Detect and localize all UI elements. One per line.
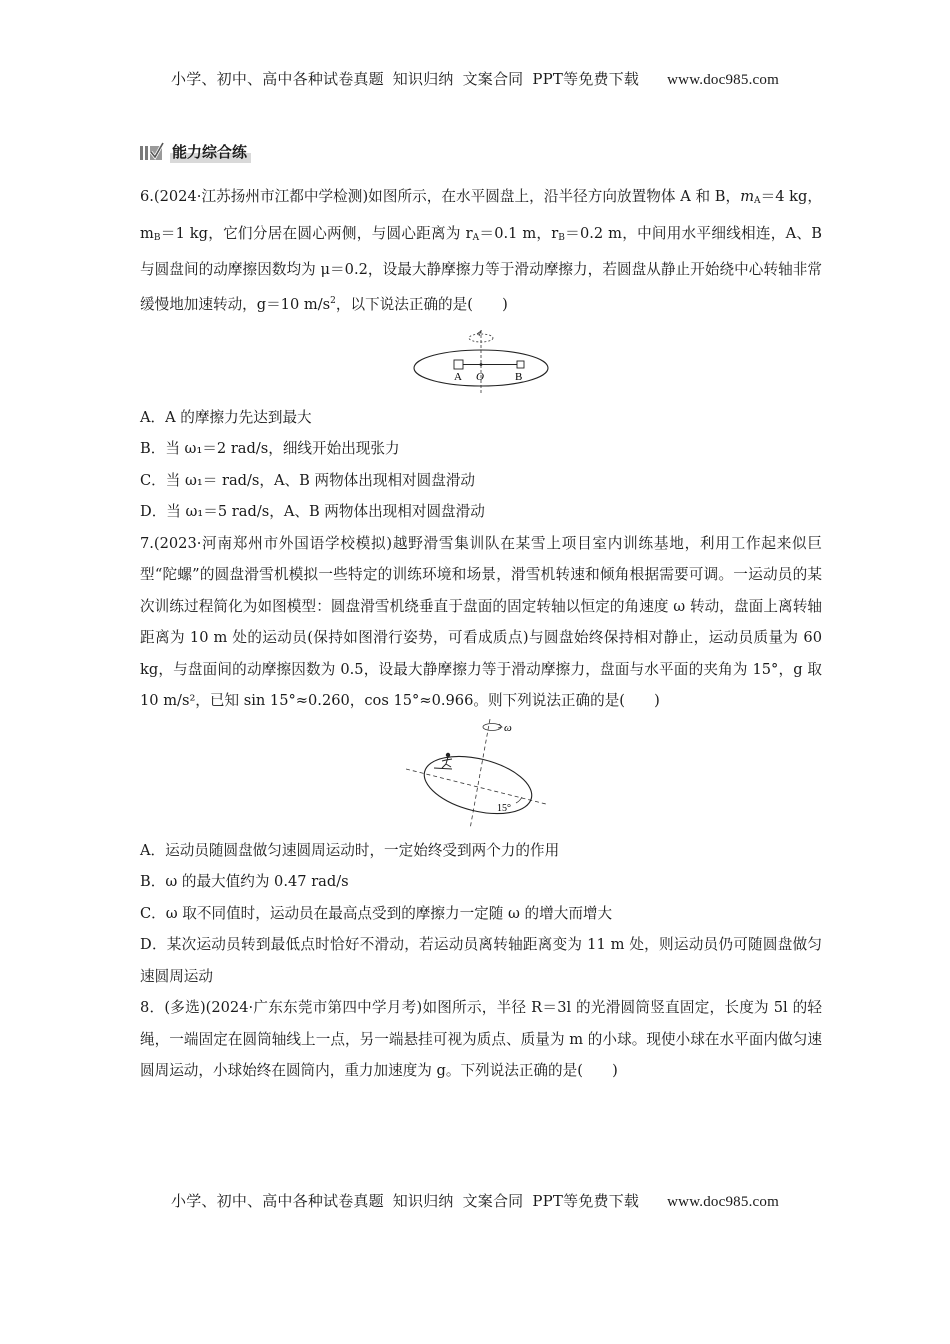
q7-option-d[interactable]: D．某次运动员转到最低点时恰好不滑动，若运动员离转轴距离变为 11 m 处，则运动员仍可随圆盘做匀速圆周运动: [140, 936, 822, 985]
header-text: 小学、初中、高中各种试卷真题 知识归纳 文案合同 PPT等免费下载: [171, 70, 640, 88]
q7-label-angle: 15°: [497, 802, 511, 814]
question-6-stem: 6.(2024·江苏扬州市江都中学检测)如图所示，在水平圆盘上，沿半径方向放置物体 A 和 B，$m_A=4$ kg，$m_B=1$ kg，它们分居在圆心两侧，与圆心距离为 $r_A=0.1$ m，$r_B=0.2$ m，中间用水平细线相连，A、B 与圆盘间的动摩擦因数均为 μ＝0.2，设最大静摩擦力等于滑动摩擦力，若圆盘从静止开始绕中心转轴非常缓慢地加速转动，g＝10 $m/s^2$，以下说法正确的是( ): [140, 188, 822, 313]
q7-label-omega: ω: [504, 721, 512, 734]
section-heading: [140, 140, 251, 164]
q7-option-a[interactable]: A．运动员随圆盘做匀速圆周运动时，一定始终受到两个力的作用: [140, 841, 560, 859]
q7-option-c[interactable]: C．ω 取不同值时，运动员在最高点受到的摩擦力一定随 ω 的增大而增大: [140, 904, 613, 922]
q6-label-a: A: [454, 370, 462, 383]
header-url[interactable]: www.doc985.com: [667, 72, 779, 88]
checklist-icon: [140, 141, 164, 163]
q6-disc-figure: [411, 328, 551, 394]
page-footer: [0, 1190, 950, 1211]
footer-text: 小学、初中、高中各种试卷真题 知识归纳 文案合同 PPT等免费下载: [171, 1192, 640, 1210]
q6-label-b: B: [515, 370, 523, 383]
q7-option-b[interactable]: B．ω 的最大值约为 0.47 rad/s: [140, 873, 349, 891]
page-content: [140, 181, 822, 1087]
section-title: 能力综合练: [170, 141, 251, 163]
footer-url[interactable]: www.doc985.com: [667, 1194, 779, 1210]
q6-option-c[interactable]: C．当 ω₁＝ rad/s，A、B 两物体出现相对圆盘滑动: [140, 471, 476, 489]
page-header: [0, 68, 950, 89]
question-8-stem: 8．(多选)(2024·广东东莞市第四中学月考)如图所示，半径 R＝3l 的光滑圆筒竖直固定，长度为 5l 的轻绳，一端固定在圆筒轴线上一点，另一端悬挂可视为质点、质量为 m 的小球。现使小球在水平面内做匀速圆周运动，小球始终在圆筒内，重力加速度为 g。下列说法正确的是( ): [140, 999, 822, 1080]
q6-option-d[interactable]: D．当 ω₁＝5 rad/s，A、B 两物体出现相对圆盘滑动: [140, 503, 485, 521]
q6-label-o: O: [476, 370, 484, 383]
q7-tilted-disc-figure: [406, 719, 556, 829]
q6-option-b[interactable]: B．当 ω₁＝2 rad/s，细线开始出现张力: [140, 440, 400, 458]
question-7-stem: 7.(2023·河南郑州市外国语学校模拟)越野滑雪集训队在某雪上项目室内训练基地，利用工作起来似巨型“陀螺”的圆盘滑雪机模拟一些特定的训练环境和场景，滑雪机转速和倾角根据需要可调。一运动员的某次训练过程简化为如图模型：圆盘滑雪机绕垂直于盘面的固定转轴以恒定的角速度 ω 转动，盘面上离转轴距离为 10 m 处的运动员(保持如图滑行姿势，可看成质点)与圆盘始终保持相对静止，运动员质量为 60 kg，与盘面间的动摩擦因数为 0.5，设最大静摩擦力等于滑动摩擦力，盘面与水平面的夹角为 15°，g 取 10 m/s²，已知 sin 15°≈0.260，cos 15°≈0.966。则下列说法正确的是( ): [140, 534, 822, 710]
q6-option-a[interactable]: A．A 的摩擦力先达到最大: [140, 408, 312, 426]
